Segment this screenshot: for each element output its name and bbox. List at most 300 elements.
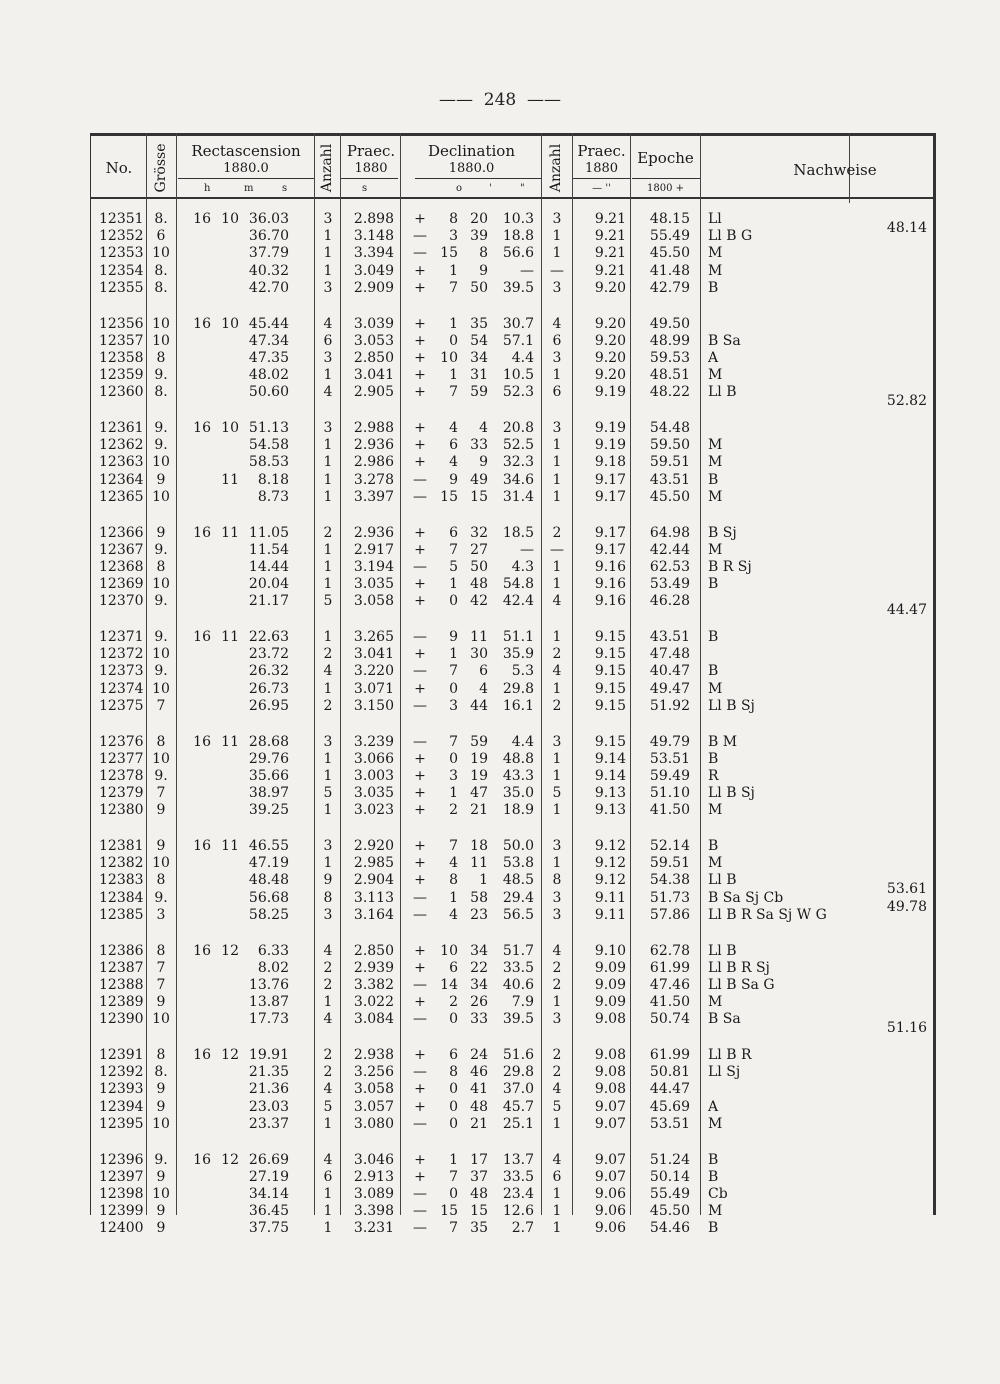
dec-seconds-cell: 4.4 xyxy=(511,733,534,750)
ra-count-cell: 4 xyxy=(323,663,333,680)
header-epoche-base: 1800 + xyxy=(646,183,684,194)
ra-count-cell: 4 xyxy=(323,1011,333,1028)
ra-count-cell: 8 xyxy=(323,889,333,906)
dec-precession-cell: 9.09 xyxy=(594,959,626,976)
dec-count-cell: 4 xyxy=(552,315,562,332)
ra-count-cell: 3 xyxy=(323,211,333,227)
dec-seconds-cell: 51.6 xyxy=(502,1047,534,1063)
ra-count-cell: 1 xyxy=(323,471,333,488)
catalog-number-cell: 12384 xyxy=(99,889,144,906)
references-cell: B xyxy=(708,1151,719,1168)
dec-sign-cell: + xyxy=(414,855,426,872)
dec-sign-cell: — xyxy=(413,663,427,680)
col-divider xyxy=(340,133,341,1215)
dec-seconds-cell: 48.5 xyxy=(502,872,534,889)
ra-minutes-cell: 10 xyxy=(221,420,239,436)
dec-degrees-cell: 0 xyxy=(449,1115,458,1132)
ra-hours-cell: 16 xyxy=(193,420,211,436)
dec-minutes-cell: 1 xyxy=(479,872,488,889)
dec-degrees-cell: 10 xyxy=(440,942,458,959)
epoch-cell: 55.49 xyxy=(649,228,690,245)
ra-precession-cell: 3.066 xyxy=(353,750,394,767)
dec-seconds-cell: 13.7 xyxy=(502,1151,534,1168)
dec-seconds-cell: 51.7 xyxy=(502,942,534,959)
dec-precession-cell: 9.20 xyxy=(594,315,626,332)
epoch-cell: 50.81 xyxy=(649,1064,690,1081)
dec-count-cell: 3 xyxy=(552,1011,562,1028)
dec-degrees-cell: 1 xyxy=(449,646,458,663)
dec-seconds-cell: 29.8 xyxy=(502,1064,534,1081)
epoch-cell: 48.22 xyxy=(649,384,690,401)
catalog-number-cell: 12386 xyxy=(99,942,144,959)
dec-seconds-cell: 32.3 xyxy=(502,454,534,471)
ra-hours-cell: 16 xyxy=(193,211,211,227)
ra-minutes-cell: 11 xyxy=(221,733,239,750)
references-cell: M xyxy=(708,855,723,872)
ra-count-cell: 1 xyxy=(323,367,333,384)
magnitude-cell: 8. xyxy=(154,279,168,296)
dec-sign-cell: — xyxy=(413,733,427,750)
dec-minutes-cell: 19 xyxy=(470,767,488,784)
dec-precession-cell: 9.20 xyxy=(594,332,626,349)
dec-precession-cell: 9.11 xyxy=(594,889,626,906)
dec-sign-cell: + xyxy=(414,802,426,819)
epoch-cell: 49.47 xyxy=(649,680,690,697)
dec-degrees-cell: 0 xyxy=(449,1011,458,1028)
dec-degrees-cell: 0 xyxy=(449,750,458,767)
dec-sign-cell: + xyxy=(414,838,426,854)
dec-precession-cell: 9.09 xyxy=(594,976,626,993)
references-cell: Ll B G xyxy=(708,228,753,245)
magnitude-cell: 8 xyxy=(156,349,166,366)
ra-precession-cell: 2.920 xyxy=(353,838,394,854)
epoch-cell: 49.79 xyxy=(649,733,690,750)
page-number-text: 248 xyxy=(483,90,517,110)
dec-seconds-cell: 33.5 xyxy=(502,959,534,976)
dec-sign-cell: — xyxy=(413,697,427,714)
ra-count-cell: 1 xyxy=(323,558,333,575)
catalog-number-cell: 12368 xyxy=(99,558,144,575)
dec-seconds-cell: 56.6 xyxy=(502,245,534,262)
col-divider xyxy=(700,133,701,1215)
ra-seconds-cell: 36.70 xyxy=(248,228,289,245)
dec-precession-cell: 9.06 xyxy=(594,1185,626,1202)
ra-seconds-cell: 6.33 xyxy=(257,942,289,959)
dec-sign-cell: — xyxy=(413,228,427,245)
dec-seconds-cell: 35.9 xyxy=(502,646,534,663)
dec-minutes-cell: 42 xyxy=(470,593,488,610)
dec-count-cell: 5 xyxy=(552,1098,562,1115)
ra-count-cell: 1 xyxy=(323,994,333,1011)
references-cell: M xyxy=(708,437,723,454)
dec-degrees-cell: 7 xyxy=(449,541,458,558)
dec-seconds-cell: 39.5 xyxy=(502,1011,534,1028)
references-cell: B xyxy=(708,576,719,593)
dec-minutes-cell: 59 xyxy=(470,733,488,750)
dec-count-cell: 1 xyxy=(552,1203,562,1220)
dec-seconds-cell: 33.5 xyxy=(502,1168,534,1185)
dec-sign-cell: + xyxy=(414,211,426,227)
dec-sign-cell: — xyxy=(413,889,427,906)
dec-seconds-cell: 45.7 xyxy=(502,1098,534,1115)
magnitude-cell: 9 xyxy=(156,1203,166,1220)
dec-seconds-cell: 37.0 xyxy=(502,1081,534,1098)
dec-degrees-cell: 15 xyxy=(440,1203,458,1220)
dec-minutes-cell: 9 xyxy=(479,454,488,471)
epoch-cell: 53.49 xyxy=(649,576,690,593)
catalog-number-cell: 12360 xyxy=(99,384,144,401)
ra-seconds-cell: 47.34 xyxy=(248,332,289,349)
references-cell: Ll B R xyxy=(708,1047,752,1063)
dec-precession-cell: 9.07 xyxy=(594,1115,626,1132)
ra-precession-cell: 3.041 xyxy=(353,367,394,384)
magnitude-cell: 8 xyxy=(156,733,166,750)
ra-precession-cell: 2.850 xyxy=(353,349,394,366)
ra-precession-cell: 3.113 xyxy=(353,889,394,906)
ra-precession-cell: 2.986 xyxy=(353,454,394,471)
dec-count-cell: 1 xyxy=(552,1220,562,1237)
catalog-number-cell: 12354 xyxy=(99,262,144,279)
dec-minutes-cell: 11 xyxy=(470,629,488,645)
ra-precession-cell: 3.035 xyxy=(353,785,394,802)
col-divider xyxy=(630,133,631,1215)
magnitude-cell: 9. xyxy=(154,629,168,645)
ra-precession-cell: 2.936 xyxy=(353,437,394,454)
dec-count-cell: 1 xyxy=(552,1115,562,1132)
dec-sign-cell: — xyxy=(413,1220,427,1237)
col-divider xyxy=(314,133,315,1215)
catalog-number-cell: 12377 xyxy=(99,750,144,767)
ra-precession-cell: 3.265 xyxy=(353,629,394,645)
ra-precession-cell: 3.035 xyxy=(353,576,394,593)
ra-count-cell: 2 xyxy=(323,524,333,541)
ra-precession-cell: 3.003 xyxy=(353,767,394,784)
ra-precession-cell: 3.278 xyxy=(353,471,394,488)
ra-count-cell: 1 xyxy=(323,802,333,819)
dec-count-cell: 3 xyxy=(552,733,562,750)
ra-hours-cell: 16 xyxy=(193,942,211,959)
ra-hours-cell: 16 xyxy=(193,315,211,332)
ra-count-cell: 1 xyxy=(323,767,333,784)
dec-count-cell: 3 xyxy=(552,211,562,227)
catalog-number-cell: 12383 xyxy=(99,872,144,889)
dec-count-cell: 4 xyxy=(552,663,562,680)
ra-count-cell: 9 xyxy=(323,872,333,889)
references-cell: Ll B R Sj xyxy=(708,959,770,976)
magnitude-cell: 10 xyxy=(152,454,170,471)
dec-count-cell: 1 xyxy=(552,245,562,262)
ra-count-cell: 1 xyxy=(323,680,333,697)
header-praec2-year: 1880 xyxy=(584,161,619,176)
dec-count-cell: 1 xyxy=(552,228,562,245)
dec-seconds-cell: 18.5 xyxy=(502,524,534,541)
header-dec-unit-deg: o xyxy=(456,183,463,194)
ra-count-cell: 5 xyxy=(323,785,333,802)
ra-count-cell: 2 xyxy=(323,697,333,714)
dec-seconds-cell: 4.3 xyxy=(511,558,534,575)
magnitude-cell: 9 xyxy=(156,524,166,541)
magnitude-cell: 10 xyxy=(152,646,170,663)
dec-seconds-cell: — xyxy=(520,541,534,558)
dec-degrees-cell: 1 xyxy=(449,315,458,332)
dec-minutes-cell: 33 xyxy=(470,1011,488,1028)
dec-degrees-cell: 5 xyxy=(449,558,458,575)
dec-count-cell: 4 xyxy=(552,942,562,959)
references-cell: Ll Sj xyxy=(708,1064,741,1081)
dec-minutes-cell: 8 xyxy=(479,245,488,262)
dec-count-cell: 1 xyxy=(552,1185,562,1202)
ra-seconds-cell: 54.58 xyxy=(248,437,289,454)
catalog-number-cell: 12391 xyxy=(99,1047,144,1063)
magnitude-cell: 9 xyxy=(156,802,166,819)
dec-seconds-cell: 30.7 xyxy=(502,315,534,332)
catalog-number-cell: 12380 xyxy=(99,802,144,819)
magnitude-cell: 8 xyxy=(156,942,166,959)
magnitude-cell: 9. xyxy=(154,593,168,610)
dec-count-cell: 1 xyxy=(552,558,562,575)
dec-degrees-cell: 0 xyxy=(449,1081,458,1098)
dec-precession-cell: 9.12 xyxy=(594,838,626,854)
references-cell: M xyxy=(708,994,723,1011)
catalog-number-cell: 12385 xyxy=(99,906,144,923)
catalog-number-cell: 12388 xyxy=(99,976,144,993)
ra-precession-cell: 3.220 xyxy=(353,663,394,680)
dec-sign-cell: — xyxy=(413,488,427,505)
margin-note-cell: 48.14 xyxy=(886,220,927,236)
magnitude-cell: 10 xyxy=(152,1185,170,1202)
page-rule-right: —— xyxy=(527,90,562,110)
dec-sign-cell: + xyxy=(414,994,426,1011)
ra-count-cell: 1 xyxy=(323,1115,333,1132)
catalog-number-cell: 12365 xyxy=(99,488,144,505)
ra-precession-cell: 3.049 xyxy=(353,262,394,279)
dec-count-cell: 3 xyxy=(552,349,562,366)
catalog-number-cell: 12399 xyxy=(99,1203,144,1220)
dec-minutes-cell: 48 xyxy=(470,1185,488,1202)
references-cell: B xyxy=(708,1220,719,1237)
references-cell: B xyxy=(708,279,719,296)
dec-sign-cell: + xyxy=(414,576,426,593)
dec-sign-cell: + xyxy=(414,750,426,767)
epoch-cell: 43.51 xyxy=(649,471,690,488)
dec-minutes-cell: 6 xyxy=(479,663,488,680)
ra-precession-cell: 2.913 xyxy=(353,1168,394,1185)
dec-degrees-cell: 1 xyxy=(449,1151,458,1168)
ra-precession-cell: 2.988 xyxy=(353,420,394,436)
ra-precession-cell: 3.150 xyxy=(353,697,394,714)
dec-sign-cell: + xyxy=(414,541,426,558)
ra-count-cell: 3 xyxy=(323,906,333,923)
dec-degrees-cell: 7 xyxy=(449,663,458,680)
ra-seconds-cell: 56.68 xyxy=(248,889,289,906)
magnitude-cell: 9. xyxy=(154,541,168,558)
ra-seconds-cell: 47.35 xyxy=(248,349,289,366)
epoch-cell: 54.38 xyxy=(649,872,690,889)
dec-degrees-cell: 1 xyxy=(449,889,458,906)
magnitude-cell: 9. xyxy=(154,437,168,454)
ra-count-cell: 1 xyxy=(323,454,333,471)
catalog-number-cell: 12371 xyxy=(99,629,144,645)
dec-precession-cell: 9.13 xyxy=(594,785,626,802)
dec-seconds-cell: 31.4 xyxy=(502,488,534,505)
catalog-number-cell: 12352 xyxy=(99,228,144,245)
ra-count-cell: 5 xyxy=(323,1098,333,1115)
dec-degrees-cell: 0 xyxy=(449,1185,458,1202)
dec-count-cell: 1 xyxy=(552,454,562,471)
epoch-cell: 50.14 xyxy=(649,1168,690,1185)
ra-precession-cell: 3.053 xyxy=(353,332,394,349)
dec-precession-cell: 9.18 xyxy=(594,454,626,471)
dec-minutes-cell: 21 xyxy=(470,802,488,819)
dec-degrees-cell: 15 xyxy=(440,488,458,505)
epoch-cell: 54.48 xyxy=(649,420,690,436)
epoch-cell: 64.98 xyxy=(649,524,690,541)
dec-precession-cell: 9.17 xyxy=(594,524,626,541)
ra-seconds-cell: 46.55 xyxy=(248,838,289,854)
epoch-cell: 49.50 xyxy=(649,315,690,332)
dec-minutes-cell: 11 xyxy=(470,855,488,872)
epoch-cell: 62.53 xyxy=(649,558,690,575)
dec-seconds-cell: 4.4 xyxy=(511,349,534,366)
ra-count-cell: 3 xyxy=(323,349,333,366)
dec-seconds-cell: 54.8 xyxy=(502,576,534,593)
ra-count-cell: 1 xyxy=(323,437,333,454)
magnitude-cell: 10 xyxy=(152,245,170,262)
dec-sign-cell: — xyxy=(413,976,427,993)
dec-seconds-cell: 52.5 xyxy=(502,437,534,454)
dec-seconds-cell: 57.1 xyxy=(502,332,534,349)
references-cell: B xyxy=(708,750,719,767)
dec-precession-cell: 9.19 xyxy=(594,437,626,454)
magnitude-cell: 9. xyxy=(154,663,168,680)
epoch-cell: 44.47 xyxy=(649,1081,690,1098)
dec-degrees-cell: 4 xyxy=(449,454,458,471)
ra-count-cell: 3 xyxy=(323,733,333,750)
ra-seconds-cell: 23.72 xyxy=(248,646,289,663)
ra-minutes-cell: 12 xyxy=(221,1151,239,1168)
catalog-number-cell: 12393 xyxy=(99,1081,144,1098)
ra-precession-cell: 2.938 xyxy=(353,1047,394,1063)
ra-seconds-cell: 34.14 xyxy=(248,1185,289,1202)
references-cell: M xyxy=(708,262,723,279)
dec-seconds-cell: 10.3 xyxy=(502,211,534,227)
dec-seconds-cell: 7.9 xyxy=(511,994,534,1011)
references-cell: M xyxy=(708,367,723,384)
dec-minutes-cell: 20 xyxy=(470,211,488,227)
dec-seconds-cell: 16.1 xyxy=(502,697,534,714)
catalog-number-cell: 12372 xyxy=(99,646,144,663)
dec-count-cell: — xyxy=(550,262,564,279)
dec-count-cell: 1 xyxy=(552,994,562,1011)
dec-minutes-cell: 26 xyxy=(470,994,488,1011)
dec-count-cell: 5 xyxy=(552,785,562,802)
dec-count-cell: 3 xyxy=(552,279,562,296)
header-epoche: Epoche xyxy=(637,149,694,167)
ra-seconds-cell: 22.63 xyxy=(248,629,289,645)
catalog-number-cell: 12374 xyxy=(99,680,144,697)
magnitude-cell: 10 xyxy=(152,1011,170,1028)
ra-count-cell: 1 xyxy=(323,488,333,505)
ra-seconds-cell: 26.69 xyxy=(248,1151,289,1168)
catalog-number-cell: 12361 xyxy=(99,420,144,436)
ra-precession-cell: 3.084 xyxy=(353,1011,394,1028)
dec-minutes-cell: 21 xyxy=(470,1115,488,1132)
ra-seconds-cell: 58.53 xyxy=(248,454,289,471)
magnitude-cell: 9. xyxy=(154,420,168,436)
ra-count-cell: 1 xyxy=(323,576,333,593)
dec-sign-cell: + xyxy=(414,384,426,401)
dec-sign-cell: — xyxy=(413,471,427,488)
margin-note-cell: 51.16 xyxy=(886,1020,927,1037)
magnitude-cell: 10 xyxy=(152,315,170,332)
dec-precession-cell: 9.21 xyxy=(594,228,626,245)
ra-minutes-cell: 11 xyxy=(221,838,239,854)
dec-minutes-cell: 50 xyxy=(470,279,488,296)
dec-sign-cell: + xyxy=(414,315,426,332)
ra-seconds-cell: 37.79 xyxy=(248,245,289,262)
dec-count-cell: 2 xyxy=(552,1064,562,1081)
ra-count-cell: 1 xyxy=(323,228,333,245)
ra-minutes-cell: 10 xyxy=(221,211,239,227)
header-nachweise: Nachweise xyxy=(793,161,877,179)
dec-count-cell: 2 xyxy=(552,697,562,714)
dec-degrees-cell: 7 xyxy=(449,384,458,401)
dec-precession-cell: 9.06 xyxy=(594,1203,626,1220)
dec-minutes-cell: 48 xyxy=(470,576,488,593)
dec-minutes-cell: 34 xyxy=(470,942,488,959)
dec-minutes-cell: 35 xyxy=(470,1220,488,1237)
ra-count-cell: 1 xyxy=(323,1203,333,1220)
magnitude-cell: 10 xyxy=(152,1115,170,1132)
epoch-cell: 45.50 xyxy=(649,1203,690,1220)
dec-sign-cell: — xyxy=(413,906,427,923)
epoch-cell: 41.48 xyxy=(649,262,690,279)
epoch-cell: 54.46 xyxy=(649,1220,690,1237)
dec-minutes-cell: 37 xyxy=(470,1168,488,1185)
ra-precession-cell: 3.089 xyxy=(353,1185,394,1202)
catalog-number-cell: 12392 xyxy=(99,1064,144,1081)
references-cell: M xyxy=(708,802,723,819)
magnitude-cell: 9 xyxy=(156,471,166,488)
magnitude-cell: 8. xyxy=(154,262,168,279)
ra-count-cell: 1 xyxy=(323,750,333,767)
epoch-cell: 50.74 xyxy=(649,1011,690,1028)
dec-sign-cell: — xyxy=(413,1185,427,1202)
ra-minutes-cell: 11 xyxy=(221,629,239,645)
dec-degrees-cell: 7 xyxy=(449,1220,458,1237)
ra-precession-cell: 3.382 xyxy=(353,976,394,993)
praec2-sub-rule xyxy=(572,178,630,179)
references-cell: R xyxy=(708,767,719,784)
dec-sign-cell: + xyxy=(414,872,426,889)
ra-count-cell: 2 xyxy=(323,959,333,976)
dec-precession-cell: 9.21 xyxy=(594,211,626,227)
margin-note-cell: 49.78 xyxy=(886,898,927,915)
dec-degrees-cell: 3 xyxy=(449,767,458,784)
magnitude-cell: 10 xyxy=(152,488,170,505)
dec-seconds-cell: 56.5 xyxy=(502,906,534,923)
ra-minutes-cell: 10 xyxy=(221,315,239,332)
catalog-number-cell: 12369 xyxy=(99,576,144,593)
magnitude-cell: 8. xyxy=(154,211,168,227)
ra-count-cell: 2 xyxy=(323,1064,333,1081)
dec-minutes-cell: 34 xyxy=(470,349,488,366)
catalog-number-cell: 12382 xyxy=(99,855,144,872)
ra-minutes-cell: 12 xyxy=(221,1047,239,1063)
dec-sign-cell: + xyxy=(414,1151,426,1168)
references-cell: M xyxy=(708,680,723,697)
dec-degrees-cell: 7 xyxy=(449,733,458,750)
